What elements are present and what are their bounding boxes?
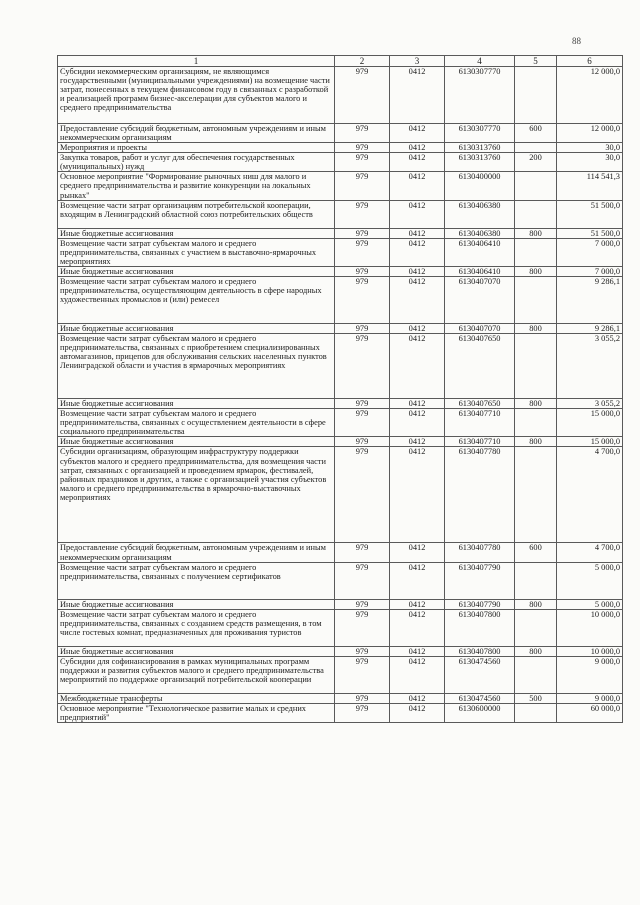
header-row (58, 56, 623, 67)
header-cell: 1 (58, 56, 335, 67)
target-code: 6130600000 (445, 703, 515, 722)
admin-code: 979 (335, 153, 390, 172)
admin-code: 979 (335, 277, 390, 324)
item-name: Возмещение части затрат субъектам малого и среднего предпринимательства, связанных с созданием средств размещения, в том числе гостевых комнат, предназначенных для проживания туристов (58, 609, 335, 646)
target-code: 6130400000 (445, 172, 515, 200)
target-code: 6130313760 (445, 153, 515, 172)
item-name: Иные бюджетные ассигнования (58, 399, 335, 409)
target-code: 6130407070 (445, 277, 515, 324)
admin-code: 979 (335, 703, 390, 722)
table-row (58, 609, 623, 646)
amount: 15 000,0 (557, 437, 623, 447)
target-code: 6130407070 (445, 324, 515, 334)
budget-table (57, 55, 623, 723)
section-code: 0412 (390, 543, 445, 562)
header-cell: 4 (445, 56, 515, 67)
admin-code: 979 (335, 324, 390, 334)
target-code: 6130406410 (445, 266, 515, 276)
expense-type: 800 (515, 266, 557, 276)
item-name: Предоставление субсидий бюджетным, автономным учреждениям и иным некоммерческим организациям (58, 543, 335, 562)
item-name: Субсидии для софинансирования в рамках муниципальных программ поддержки и развития субъектов малого и среднего предпринимательства мероприятий по поддержке организаций потребительской кооперации (58, 656, 335, 693)
section-code: 0412 (390, 656, 445, 693)
table-row (58, 228, 623, 238)
section-code: 0412 (390, 172, 445, 200)
amount: 12 000,0 (557, 67, 623, 124)
amount: 5 000,0 (557, 562, 623, 599)
admin-code: 979 (335, 67, 390, 124)
amount: 114 541,3 (557, 172, 623, 200)
amount: 30,0 (557, 153, 623, 172)
item-name: Основное мероприятие "Формирование рыночных ниш для малого и среднего предпринимательства и развитие конкуренции на локальных рынках" (58, 172, 335, 200)
amount: 51 500,0 (557, 200, 623, 228)
item-name: Предоставление субсидий бюджетным, автономным учреждениям и иным некоммерческим организациям (58, 124, 335, 143)
header-cell: 6 (557, 56, 623, 67)
amount: 3 055,2 (557, 399, 623, 409)
amount: 9 000,0 (557, 656, 623, 693)
item-name: Иные бюджетные ассигнования (58, 266, 335, 276)
target-code: 6130406410 (445, 238, 515, 266)
expense-type (515, 277, 557, 324)
admin-code: 979 (335, 609, 390, 646)
target-code: 6130307770 (445, 67, 515, 124)
target-code: 6130407710 (445, 437, 515, 447)
item-name: Межбюджетные трансферты (58, 693, 335, 703)
item-name: Иные бюджетные ассигнования (58, 437, 335, 447)
expense-type (515, 67, 557, 124)
section-code: 0412 (390, 599, 445, 609)
table-row (58, 543, 623, 562)
section-code: 0412 (390, 562, 445, 599)
target-code: 6130313760 (445, 143, 515, 153)
admin-code: 979 (335, 124, 390, 143)
amount: 4 700,0 (557, 543, 623, 562)
page-number: 88 (572, 36, 581, 46)
section-code: 0412 (390, 153, 445, 172)
table-row (58, 646, 623, 656)
section-code: 0412 (390, 238, 445, 266)
item-name: Возмещение части затрат субъектам малого и среднего предпринимательства, связанных с получением сертификатов (58, 562, 335, 599)
admin-code: 979 (335, 399, 390, 409)
admin-code: 979 (335, 409, 390, 437)
item-name: Возмещение части затрат субъектам малого и среднего предпринимательства, связанных с участием в выставочно-ярмарочных мероприятиях (58, 238, 335, 266)
target-code: 6130407710 (445, 409, 515, 437)
admin-code: 979 (335, 228, 390, 238)
table-row (58, 67, 623, 124)
expense-type: 800 (515, 399, 557, 409)
item-name: Иные бюджетные ассигнования (58, 646, 335, 656)
target-code: 6130407650 (445, 399, 515, 409)
target-code: 6130407800 (445, 609, 515, 646)
admin-code: 979 (335, 599, 390, 609)
amount: 7 000,0 (557, 266, 623, 276)
expense-type (515, 172, 557, 200)
expense-type: 800 (515, 228, 557, 238)
table-row (58, 143, 623, 153)
section-code: 0412 (390, 437, 445, 447)
item-name: Возмещение части затрат субъектам малого и среднего предпринимательства, осуществляющим деятельность в сфере народных художественных промыслов и (или) ремесел (58, 277, 335, 324)
amount: 10 000,0 (557, 609, 623, 646)
section-code: 0412 (390, 447, 445, 543)
expense-type: 600 (515, 124, 557, 143)
table-row (58, 437, 623, 447)
item-name: Мероприятия и проекты (58, 143, 335, 153)
expense-type: 800 (515, 599, 557, 609)
table-row (58, 562, 623, 599)
admin-code: 979 (335, 562, 390, 599)
table-row (58, 153, 623, 172)
header-cell: 3 (390, 56, 445, 67)
section-code: 0412 (390, 228, 445, 238)
table-row (58, 334, 623, 399)
expense-type (515, 238, 557, 266)
target-code: 6130474560 (445, 693, 515, 703)
table-row (58, 656, 623, 693)
target-code: 6130307770 (445, 124, 515, 143)
expense-type: 800 (515, 437, 557, 447)
expense-type: 800 (515, 646, 557, 656)
expense-type (515, 409, 557, 437)
expense-type: 200 (515, 153, 557, 172)
amount: 9 286,1 (557, 324, 623, 334)
header-cell: 5 (515, 56, 557, 67)
section-code: 0412 (390, 609, 445, 646)
amount: 15 000,0 (557, 409, 623, 437)
amount: 5 000,0 (557, 599, 623, 609)
table-row (58, 447, 623, 543)
section-code: 0412 (390, 124, 445, 143)
table-row (58, 399, 623, 409)
table-row (58, 703, 623, 722)
expense-type (515, 656, 557, 693)
amount: 4 700,0 (557, 447, 623, 543)
section-code: 0412 (390, 67, 445, 124)
amount: 9 286,1 (557, 277, 623, 324)
table-row (58, 277, 623, 324)
amount: 60 000,0 (557, 703, 623, 722)
admin-code: 979 (335, 334, 390, 399)
amount: 30,0 (557, 143, 623, 153)
target-code: 6130407790 (445, 599, 515, 609)
target-code: 6130407790 (445, 562, 515, 599)
admin-code: 979 (335, 646, 390, 656)
table-row (58, 238, 623, 266)
admin-code: 979 (335, 656, 390, 693)
table-row (58, 409, 623, 437)
section-code: 0412 (390, 646, 445, 656)
item-name: Субсидии некоммерческим организациям, не являющимся государственными (муниципальными учреждениями) на возмещение части затрат, понесенных в текущем финансовом году в связанных с разработкой и реализацией программ бизнес-акселерации для субъектов малого и среднего предпринимательства (58, 67, 335, 124)
section-code: 0412 (390, 693, 445, 703)
admin-code: 979 (335, 172, 390, 200)
section-code: 0412 (390, 409, 445, 437)
amount: 9 000,0 (557, 693, 623, 703)
expense-type: 600 (515, 543, 557, 562)
target-code: 6130407800 (445, 646, 515, 656)
section-code: 0412 (390, 324, 445, 334)
admin-code: 979 (335, 238, 390, 266)
table-row (58, 693, 623, 703)
section-code: 0412 (390, 200, 445, 228)
admin-code: 979 (335, 437, 390, 447)
section-code: 0412 (390, 266, 445, 276)
section-code: 0412 (390, 143, 445, 153)
expense-type (515, 200, 557, 228)
admin-code: 979 (335, 693, 390, 703)
amount: 12 000,0 (557, 124, 623, 143)
expense-type (515, 447, 557, 543)
admin-code: 979 (335, 143, 390, 153)
target-code: 6130407780 (445, 447, 515, 543)
section-code: 0412 (390, 334, 445, 399)
amount: 51 500,0 (557, 228, 623, 238)
item-name: Возмещение части затрат субъектам малого и среднего предпринимательства, связанных с осуществлением деятельности в сфере социального предпринимательства (58, 409, 335, 437)
section-code: 0412 (390, 399, 445, 409)
admin-code: 979 (335, 266, 390, 276)
header-cell: 2 (335, 56, 390, 67)
target-code: 6130407780 (445, 543, 515, 562)
item-name: Иные бюджетные ассигнования (58, 599, 335, 609)
expense-type (515, 562, 557, 599)
expense-type (515, 334, 557, 399)
target-code: 6130474560 (445, 656, 515, 693)
item-name: Основное мероприятие "Технологическое развитие малых и средних предприятий" (58, 703, 335, 722)
amount: 3 055,2 (557, 334, 623, 399)
section-code: 0412 (390, 703, 445, 722)
amount: 7 000,0 (557, 238, 623, 266)
item-name: Иные бюджетные ассигнования (58, 228, 335, 238)
admin-code: 979 (335, 543, 390, 562)
expense-type (515, 703, 557, 722)
target-code: 6130407650 (445, 334, 515, 399)
table-row (58, 599, 623, 609)
table-row (58, 172, 623, 200)
admin-code: 979 (335, 447, 390, 543)
table-row (58, 266, 623, 276)
expense-type (515, 609, 557, 646)
target-code: 6130406380 (445, 200, 515, 228)
item-name: Иные бюджетные ассигнования (58, 324, 335, 334)
table-row (58, 124, 623, 143)
item-name: Возмещение части затрат организациям потребительской кооперации, входящим в Ленинградский областной союз потребительских обществ (58, 200, 335, 228)
table-row (58, 324, 623, 334)
section-code: 0412 (390, 277, 445, 324)
item-name: Субсидии организациям, образующим инфраструктуру поддержки субъектов малого и среднего предпринимательства, для возмещения части затрат, связанных с организацией и проведением ярмарок, фестивалей, районных праздников и других, а также с организацией участия субъектов малого и среднего предпринимательства в ярмарочно-выставочных мероприятиях (58, 447, 335, 543)
amount: 10 000,0 (557, 646, 623, 656)
admin-code: 979 (335, 200, 390, 228)
expense-type (515, 143, 557, 153)
item-name: Возмещение части затрат субъектам малого и среднего предпринимательства, связанных с приобретением специализированных автомагазинов, прицепов для обслуживания сельских населенных пунктов Ленинградской области и участия в ярмарочных мероприятиях (58, 334, 335, 399)
expense-type: 800 (515, 324, 557, 334)
table-row (58, 200, 623, 228)
item-name: Закупка товаров, работ и услуг для обеспечения государственных (муниципальных) нужд (58, 153, 335, 172)
target-code: 6130406380 (445, 228, 515, 238)
expense-type: 500 (515, 693, 557, 703)
